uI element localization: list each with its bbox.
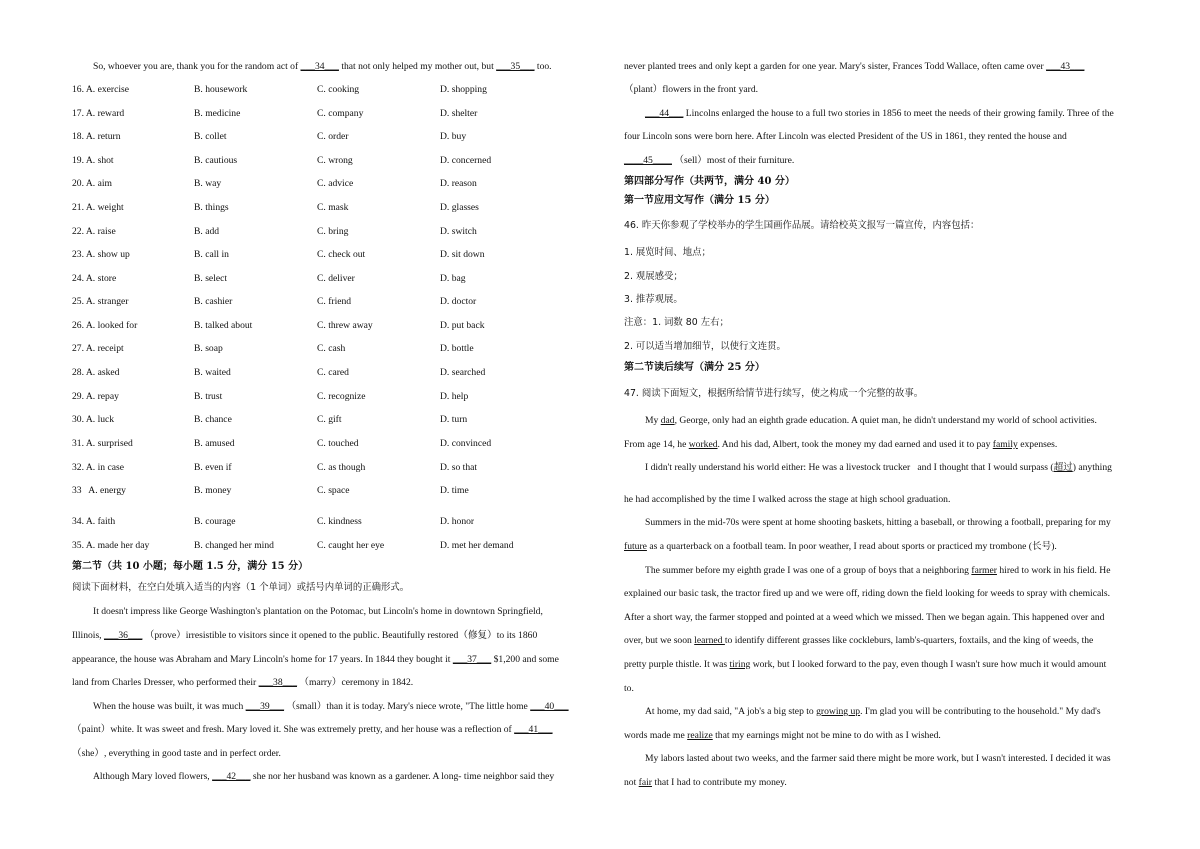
option-a: 19. A. shot [72, 155, 114, 166]
option-a: 31. A. surprised [72, 438, 133, 449]
blank: ___44___ [645, 108, 684, 119]
underlined-word: future [624, 541, 647, 552]
blank: ___39___ [245, 701, 285, 712]
passage-line [645, 108, 1114, 120]
q46-item-3: 3. 推荐观展。 [624, 294, 683, 305]
option-row [72, 226, 606, 238]
option-d: D. glasses [440, 202, 479, 213]
text-segment: words made me [624, 730, 688, 741]
option-row [72, 343, 606, 355]
option-a: 29. A. repay [72, 391, 119, 402]
story-line [645, 415, 1097, 427]
text-segment: （plant）flowers in the front yard. [624, 84, 759, 95]
text-segment: as a quarterback on a football team. In poor weather, I read about sports or practiced my trombone (长号). [646, 541, 1057, 552]
option-c: C. recognize [317, 391, 366, 402]
option-a: 26. A. looked for [72, 320, 138, 331]
option-d: D. searched [440, 367, 486, 378]
text-segment: to. [624, 683, 634, 694]
text-segment: . I'm glad you will be contributing to the household." My dad's [860, 706, 1101, 717]
option-c: C. wrong [317, 155, 353, 166]
option-row [72, 131, 606, 143]
q46-item-1: 1. 展览时间、地点； [624, 247, 711, 258]
text-segment: not [624, 777, 639, 788]
option-a: 20. A. aim [72, 178, 112, 189]
option-c: C. space [317, 485, 350, 496]
story-line [624, 659, 1106, 671]
option-row [72, 155, 606, 167]
option-b: B. cautious [194, 155, 238, 166]
passage-line [93, 701, 569, 713]
option-d: D. shopping [440, 84, 487, 95]
option-a: 34. A. faith [72, 516, 116, 527]
option-b: B. money [194, 485, 232, 496]
option-d: D. put back [440, 320, 485, 331]
option-row [72, 540, 606, 552]
story-line [645, 517, 1111, 529]
story-line [624, 730, 941, 742]
option-c: C. cash [317, 343, 346, 354]
story-line [624, 635, 1093, 647]
option-a: 28. A. asked [72, 367, 120, 378]
option-c: C. touched [317, 438, 359, 449]
story-line [645, 565, 1110, 577]
option-b: B. trust [194, 391, 223, 402]
option-b: B. way [194, 178, 222, 189]
passage-line [624, 61, 1084, 73]
option-d: D. honor [440, 516, 475, 527]
option-a: 17. A. reward [72, 108, 125, 119]
text-segment: that my earnings might not be mine to do with as I wished. [712, 730, 941, 741]
option-d: D. met her demand [440, 540, 514, 551]
text-segment: I didn't really understand his world either: He was a livestock trucker and I thought that I would surpass ( [645, 462, 1054, 473]
text-segment: （prove）irresistible to visitors since it opened to the public. Beautifully restored（修复）to its 1860 [142, 630, 538, 641]
underlined-word: tiring [729, 659, 751, 670]
question-47: 47. 阅读下面短文，根据所给情节进行续写，使之构成一个完整的故事。 [624, 388, 924, 399]
option-row [72, 202, 606, 214]
underlined-word: realize [687, 730, 713, 741]
option-c: C. company [317, 108, 364, 119]
q46-note-2: 2. 可以适当增加细节，以使行文连贯。 [624, 341, 786, 352]
option-row [72, 462, 606, 474]
option-b: B. select [194, 273, 228, 284]
text-segment: she nor her husband was known as a gardener. A long- time neighbor said they [250, 771, 555, 782]
text-segment: that not only helped my mother out, but [338, 61, 497, 72]
text-segment: . And his dad, Albert, took the money my dad earned and used it to pay [717, 439, 993, 450]
text-segment: land from Charles Dresser, who performed their [72, 677, 259, 688]
option-c: C. threw away [317, 320, 373, 331]
option-a: 23. A. show up [72, 249, 130, 260]
text-segment: that I had to contribute my money. [652, 777, 787, 788]
passage-line [93, 771, 554, 783]
option-d: D. bottle [440, 343, 474, 354]
option-d: D. buy [440, 131, 467, 142]
part-4-title: 第四部分写作（共两节，满分 40 分） [624, 176, 795, 187]
text-segment: over, but we soon [624, 635, 695, 646]
story-line [645, 753, 1111, 765]
option-row [72, 391, 606, 403]
blank: ___38___ [258, 677, 298, 688]
option-row [72, 249, 606, 261]
q46-note-1: 注意：1. 词数 80 左右； [624, 317, 729, 328]
section-1-title: 第一节应用文写作（满分 15 分） [624, 195, 775, 206]
text-segment: At home, my dad said, "A job's a big step to [645, 706, 817, 717]
option-b: B. amused [194, 438, 235, 449]
cloze-closing-sentence [93, 61, 552, 73]
story-line [624, 777, 787, 789]
option-d: D. help [440, 391, 469, 402]
text-segment: , George, only had an eighth grade education. A quiet man, he didn't understand my world of school activities. [674, 415, 1097, 426]
option-row [72, 367, 606, 379]
story-line [624, 494, 950, 506]
option-row [72, 108, 606, 120]
passage-line [72, 677, 413, 689]
underlined-word: dad [660, 415, 675, 426]
option-a: 33 A. energy [72, 485, 126, 496]
story-line [645, 706, 1101, 718]
text-segment: When the house was built, it was much [93, 701, 246, 712]
option-row [72, 485, 606, 497]
text-segment: to identify different grasses like cockleburs, lamb's-quarters, foxtails, and the king of weeds, the [724, 635, 1094, 646]
passage-line [624, 155, 794, 167]
text-segment: hired to work in his field. He [996, 565, 1111, 576]
text-segment: four Lincoln sons were born here. After Lincoln was elected President of the US in 1861, they rented the house and [624, 131, 1067, 142]
option-a: 24. A. store [72, 273, 117, 284]
text-segment: never planted trees and only kept a garden for one year. Mary's sister, Frances Todd Wallace, often came over [624, 61, 1047, 72]
text-segment: too. [534, 61, 552, 72]
option-d: D. sit down [440, 249, 485, 260]
option-c: C. mask [317, 202, 349, 213]
option-row [72, 273, 606, 285]
option-c: C. check out [317, 249, 366, 260]
option-c: C. cooking [317, 84, 360, 95]
option-b: B. collet [194, 131, 227, 142]
section-2-writing-title: 第二节读后续写（满分 25 分） [624, 362, 765, 373]
option-b: B. medicine [194, 108, 241, 119]
option-b: B. call in [194, 249, 229, 260]
option-a: 18. A. return [72, 131, 121, 142]
text-segment: Lincolns enlarged the house to a full two stories in 1856 to meet the needs of their growing family. Three of the [683, 108, 1114, 119]
text-segment: he had accomplished by the time I walked across the stage at high school graduation. [624, 494, 951, 505]
option-a: 22. A. raise [72, 226, 116, 237]
text-segment: （sell）most of their furniture. [671, 155, 795, 166]
text-segment: pretty purple thistle. It was [624, 659, 730, 670]
option-d: D. convinced [440, 438, 492, 449]
option-row [72, 178, 606, 190]
blank: ___43___ [1046, 61, 1085, 72]
underlined-word: fair [638, 777, 652, 788]
option-c: C. order [317, 131, 349, 142]
passage-line [624, 131, 1067, 143]
blank: ___41___ [514, 724, 553, 735]
option-c: C. caught her eye [317, 540, 385, 551]
option-a: 32. A. in case [72, 462, 124, 473]
option-a: 27. A. receipt [72, 343, 124, 354]
option-d: D. shelter [440, 108, 478, 119]
text-segment: Summers in the mid-70s were spent at home shooting baskets, hitting a baseball, or throwing a football, preparing for my [645, 517, 1111, 528]
option-b: B. courage [194, 516, 236, 527]
text-segment: My [645, 415, 661, 426]
blank: ___40___ [530, 701, 569, 712]
story-line [624, 541, 1057, 553]
passage-line [72, 654, 559, 666]
text-segment: So, whoever you are, thank you for the random act of [93, 61, 301, 72]
option-a: 35. A. made her day [72, 540, 150, 551]
text-segment: （marry）ceremony in 1842. [297, 677, 414, 688]
underlined-word: learned [694, 635, 725, 646]
option-d: D. doctor [440, 296, 477, 307]
text-segment: From age 14, he [624, 439, 689, 450]
underlined-word: family [992, 439, 1018, 450]
text-segment: （paint）white. It was sweet and fresh. Mary loved it. She was extremely pretty, and her house was a reflection of [72, 724, 515, 735]
passage-line [93, 606, 543, 618]
option-d: D. reason [440, 178, 477, 189]
option-d: D. bag [440, 273, 466, 284]
option-d: D. time [440, 485, 469, 496]
option-b: B. things [194, 202, 229, 213]
underlined-word: farmer [971, 565, 997, 576]
option-row [72, 296, 606, 308]
option-d: D. switch [440, 226, 477, 237]
story-line [624, 439, 1057, 451]
text-segment: After a short way, the farmer stopped and pointed at a weed which we missed. Then we began again. This happened over and [624, 612, 1105, 623]
text-segment: My labors lasted about two weeks, and the farmer said there might be more work, but I wasn't interested. I decided it was [645, 753, 1111, 764]
text-segment: expenses. [1017, 439, 1058, 450]
option-b: B. soap [194, 343, 223, 354]
blank-34: ___34___ [300, 61, 339, 72]
option-row [72, 320, 606, 332]
story-line [624, 588, 1110, 600]
underlined-word: 超过 [1053, 462, 1073, 473]
option-a: 30. A. luck [72, 414, 115, 425]
passage-line [624, 84, 758, 96]
option-row [72, 438, 606, 450]
option-b: B. chance [194, 414, 232, 425]
text-segment: Illinois, [72, 630, 104, 641]
option-c: C. advice [317, 178, 354, 189]
story-line [624, 683, 634, 695]
passage-line [72, 724, 553, 736]
option-a: 21. A. weight [72, 202, 124, 213]
option-c: C. friend [317, 296, 352, 307]
option-c: C. gift [317, 414, 342, 425]
option-c: C. cared [317, 367, 349, 378]
option-d: D. concerned [440, 155, 492, 166]
section-2-title: 第二节（共 10 小题；每小题 1.5 分，满分 15 分） [72, 561, 309, 572]
option-b: B. add [194, 226, 220, 237]
option-b: B. housework [194, 84, 248, 95]
blank: ___36___ [103, 630, 143, 641]
blank-35: ___35___ [496, 61, 535, 72]
blank: ___42___ [212, 771, 251, 782]
option-d: D. turn [440, 414, 468, 425]
option-b: B. cashier [194, 296, 233, 307]
text-segment: explained our basic task, the tractor fired up and we were off, riding down the field looking for weeds to spray with chemicals. [624, 588, 1111, 599]
option-d: D. so that [440, 462, 478, 473]
option-b: B. waited [194, 367, 231, 378]
option-c: C. kindness [317, 516, 362, 527]
text-segment: ) anything [1072, 462, 1112, 473]
text-segment: $1,200 and some [491, 654, 559, 665]
passage-line [72, 748, 281, 760]
option-row [72, 414, 606, 426]
blank: ____45____ [624, 155, 672, 166]
option-b: B. changed her mind [194, 540, 274, 551]
passage-line [72, 630, 537, 642]
text-segment: （she）, everything in good taste and in perfect order. [72, 748, 281, 759]
section-2-instructions: 阅读下面材料，在空白处填入适当的内容（1 个单词）或括号内单词的正确形式。 [72, 582, 410, 593]
text-segment: Although Mary loved flowers, [93, 771, 213, 782]
option-c: C. as though [317, 462, 366, 473]
story-line [645, 462, 1112, 474]
text-segment: appearance, the house was Abraham and Mary Lincoln's home for 17 years. In 1844 they bought it [72, 654, 453, 665]
option-row [72, 516, 606, 528]
option-a: 25. A. stranger [72, 296, 129, 307]
text-segment: work, but I looked forward to the pay, even though I wasn't sure how much it would amount [750, 659, 1107, 670]
option-c: C. deliver [317, 273, 355, 284]
question-46: 46. 昨天你参观了学校举办的学生国画作品展。请给校英文报写一篇宣传，内容包括： [624, 220, 980, 231]
option-c: C. bring [317, 226, 349, 237]
text-segment: The summer before my eighth grade I was one of a group of boys that a neighboring [645, 565, 972, 576]
text-segment: （small）than it is today. Mary's niece wrote, "The little home [284, 701, 531, 712]
option-b: B. even if [194, 462, 232, 473]
option-row [72, 84, 606, 96]
blank: ___37___ [452, 654, 492, 665]
q46-item-2: 2. 观展感受； [624, 271, 683, 282]
underlined-word: worked [688, 439, 718, 450]
option-a: 16. A. exercise [72, 84, 130, 95]
text-segment: It doesn't impress like George Washington's plantation on the Potomac, but Lincoln's home in downtown Springfield, [93, 606, 543, 617]
story-line [624, 612, 1104, 624]
option-b: B. talked about [194, 320, 253, 331]
underlined-word: growing up [816, 706, 861, 717]
